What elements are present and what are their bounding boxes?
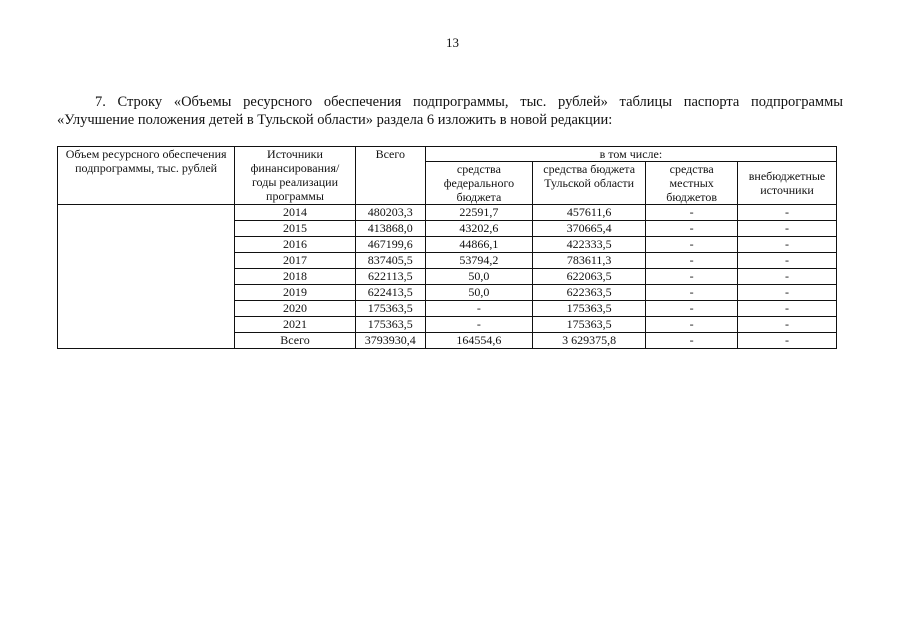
regional-cell: 3 629375,8 [532,333,645,349]
funding-table [57,146,837,349]
local-cell: - [646,285,738,301]
header-local: средства местных бюджетов [646,162,738,205]
federal-cell: 22591,7 [425,205,532,221]
local-cell: - [646,333,738,349]
regional-cell: 175363,5 [532,301,645,317]
local-cell: - [646,269,738,285]
paragraph-line-2: «Улучшение положения детей в Тульской области» раздела 6 изложить в новой редакции: [57,112,613,128]
local-cell: - [646,237,738,253]
federal-cell: - [425,317,532,333]
total-cell: 837405,5 [355,253,425,269]
federal-cell: 164554,6 [425,333,532,349]
federal-cell: 50,0 [425,269,532,285]
extrabudget-cell: - [738,317,837,333]
total-cell: 622113,5 [355,269,425,285]
table-row [58,205,837,221]
year-cell: 2018 [235,269,356,285]
local-cell: - [646,301,738,317]
total-cell: 467199,6 [355,237,425,253]
total-cell: 175363,5 [355,317,425,333]
extrabudget-cell: - [738,269,837,285]
year-cell: 2021 [235,317,356,333]
extrabudget-cell: - [738,237,837,253]
regional-cell: 783611,3 [532,253,645,269]
regional-cell: 622063,5 [532,269,645,285]
total-cell: 480203,3 [355,205,425,221]
federal-cell: 53794,2 [425,253,532,269]
header-federal: средства федерального бюджета [425,162,532,205]
local-cell: - [646,221,738,237]
year-cell: 2019 [235,285,356,301]
header-total: Всего [355,147,425,205]
header-sources: Источники финансирования/ годы реализации программы [235,147,356,205]
local-cell: - [646,205,738,221]
year-cell: 2014 [235,205,356,221]
total-cell: 175363,5 [355,301,425,317]
regional-cell: 457611,6 [532,205,645,221]
year-cell: 2020 [235,301,356,317]
year-cell: 2017 [235,253,356,269]
federal-cell: 44866,1 [425,237,532,253]
regional-cell: 622363,5 [532,285,645,301]
total-cell: 3793930,4 [355,333,425,349]
header-including: в том числе: [425,147,836,162]
instruction-paragraph [57,93,843,129]
federal-cell: 50,0 [425,285,532,301]
table-body [58,205,837,349]
page-number: 13 [446,35,459,50]
regional-cell: 422333,5 [532,237,645,253]
year-cell: Всего [235,333,356,349]
total-cell: 622413,5 [355,285,425,301]
year-cell: 2016 [235,237,356,253]
header-regional: средства бюджета Тульской области [532,162,645,205]
extrabudget-cell: - [738,333,837,349]
extrabudget-cell: - [738,285,837,301]
regional-cell: 175363,5 [532,317,645,333]
year-cell: 2015 [235,221,356,237]
total-cell: 413868,0 [355,221,425,237]
header-volume: Объем ресурсного обеспечения подпрограммы, тыс. рублей [58,147,235,205]
local-cell: - [646,317,738,333]
volume-cell [58,205,235,349]
paragraph-line-1: 7. Строку «Объемы ресурсного обеспечения подпрограммы, тыс. рублей» таблицы паспорта подпрограммы [95,94,843,110]
federal-cell: - [425,301,532,317]
extrabudget-cell: - [738,301,837,317]
federal-cell: 43202,6 [425,221,532,237]
extrabudget-cell: - [738,221,837,237]
header-extrabudget: внебюджетные источники [738,162,837,205]
extrabudget-cell: - [738,205,837,221]
local-cell: - [646,253,738,269]
extrabudget-cell: - [738,253,837,269]
regional-cell: 370665,4 [532,221,645,237]
